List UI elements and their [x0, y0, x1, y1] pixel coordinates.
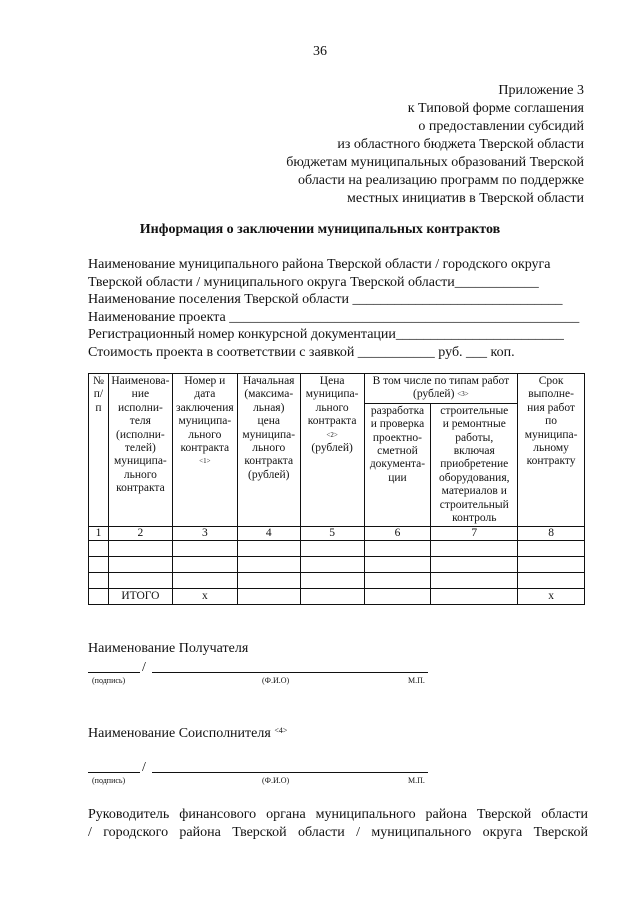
- table-row: [89, 557, 585, 573]
- coexecutor-label: Наименование Соисполнителя $^{<4>}$: [88, 726, 288, 741]
- table-total-row: [89, 589, 585, 605]
- appendix-line: местных инициатив в Тверской области: [347, 191, 584, 206]
- header-text-line: исполни-: [117, 401, 163, 414]
- appendix-line: Приложение 3: [498, 83, 584, 98]
- total-x: x: [518, 589, 585, 605]
- slash: /: [142, 760, 146, 775]
- header-design-docs: [364, 403, 431, 527]
- header-text-line: льного: [252, 442, 286, 455]
- footnote-4: <4>: [274, 726, 288, 735]
- header-text-line: контракта: [307, 415, 357, 428]
- header-text-line: дата: [194, 388, 216, 401]
- header-text-line: муниципа-: [524, 428, 578, 441]
- fio-caption: (Ф.И.О): [262, 776, 290, 785]
- appendix-line: бюджетам муниципальных образований Тверской: [286, 155, 584, 170]
- header-text-line: контракту: [526, 455, 576, 468]
- col-number: 2: [108, 527, 172, 541]
- col-number: 8: [518, 527, 585, 541]
- municipality-field: Наименование муниципального района Тверской области / городского округа: [88, 257, 551, 272]
- appendix-line: к Типовой форме соглашения: [407, 101, 584, 116]
- signature-caption: (подпись): [92, 776, 126, 785]
- footnote-3: <3>: [457, 390, 469, 399]
- header-deadline: [518, 374, 585, 527]
- table-header-row: [89, 374, 585, 404]
- header-text-line: материалов и: [441, 485, 507, 498]
- header-text-line: муниципа-: [114, 455, 167, 468]
- header-text-line: льного: [188, 428, 222, 441]
- head-of-finance-text: [88, 806, 588, 842]
- table-row: [89, 541, 585, 557]
- registration-number-field: Регистрационный номер конкурсной документации________________________: [88, 327, 564, 343]
- header-construction-works: [431, 403, 518, 527]
- header-text-line: контракта: [180, 442, 230, 455]
- header-text-line: цена: [257, 415, 281, 428]
- settlement-field: Наименование поселения Тверской области ______________________________: [88, 292, 563, 308]
- appendix-line: области на реализацию программ по поддержке: [298, 173, 584, 188]
- header-text-line: льного: [315, 401, 349, 414]
- project-name-field: Наименование проекта __________________________________________________: [88, 309, 580, 325]
- header-text-line: (рублей): [248, 468, 290, 481]
- header-text-line: ции: [388, 471, 407, 484]
- header-text-line: строительные: [440, 404, 509, 417]
- mp-caption: М.П.: [408, 776, 425, 785]
- header-text-line: Срок: [538, 375, 564, 387]
- col-number: 1: [89, 527, 109, 541]
- header-text-line: муниципа-: [242, 428, 296, 441]
- table-row: [89, 573, 585, 589]
- col-number: 3: [172, 527, 237, 541]
- header-text-line: ние: [131, 388, 150, 401]
- footnote-2: <2>: [326, 430, 338, 439]
- header-number: № п/п: [89, 374, 109, 527]
- signature-line: [88, 672, 140, 673]
- header-text-line: и проверка: [370, 418, 425, 431]
- col-number: 6: [364, 527, 431, 541]
- footnote-1: <1>: [199, 457, 211, 466]
- contracts-table: [88, 373, 585, 605]
- header-text-line: контракта: [244, 455, 294, 468]
- header-text-line: контроль: [452, 512, 497, 525]
- header-text-line: выполне-: [528, 388, 574, 401]
- col-number: 7: [431, 527, 518, 541]
- header-text-line: разработка: [370, 404, 425, 417]
- slash: /: [142, 660, 146, 675]
- header-initial-price: [237, 374, 300, 527]
- header-work-types: В том числе по типам работ (рублей) $^{<3>}$: [364, 374, 518, 404]
- col-number: 4: [237, 527, 300, 541]
- appendix-line: из областного бюджета Тверской области: [337, 137, 584, 152]
- header-contract-number-date: [172, 374, 237, 527]
- fio-caption: (Ф.И.О): [262, 676, 290, 685]
- header-text-line: муниципа-: [305, 388, 359, 401]
- header-text-line: документа-: [369, 458, 426, 471]
- header-text-line: льному: [533, 442, 569, 455]
- signature-caption: (подпись): [92, 676, 126, 685]
- header-text-line: (максима-: [244, 388, 294, 401]
- appendix-header: [286, 82, 584, 208]
- header-text-line: включая: [453, 445, 495, 458]
- header-text-line: льная): [253, 401, 285, 414]
- header-text-line: и ремонтные: [442, 418, 506, 431]
- signature-line: [88, 772, 140, 773]
- header-text-line: Цена: [319, 375, 345, 387]
- page-number: 36: [313, 44, 327, 59]
- header-text-line: ния работ: [527, 401, 575, 414]
- header-text-line: Начальная: [243, 375, 295, 387]
- header-text-line: работы,: [455, 431, 494, 444]
- document-title: Информация о заключении муниципальных контрактов: [139, 222, 501, 237]
- header-text-line: теля: [129, 415, 151, 428]
- text-line: Руководитель финансового органа муниципального района Тверской области: [88, 807, 588, 822]
- mp-caption: М.П.: [408, 676, 425, 685]
- fio-line: [152, 672, 428, 673]
- header-text-line: муниципа-: [178, 415, 232, 428]
- header-text-line: оборудования,: [439, 471, 510, 484]
- header-text-line: проектно-: [372, 431, 423, 444]
- header-text-line: по: [545, 415, 558, 428]
- info-fields: [88, 256, 579, 362]
- appendix-line: о предоставлении субсидий: [418, 119, 584, 134]
- fio-line: [152, 772, 428, 773]
- total-x: x: [172, 589, 237, 605]
- text-line: / городского района Тверской области / муниципального округа Тверской: [88, 825, 588, 840]
- header-text-line: телей): [124, 442, 156, 455]
- header-text-line: Номер и: [184, 375, 226, 387]
- header-text-line: льного: [123, 468, 157, 481]
- total-label: ИТОГО: [108, 589, 172, 605]
- header-text-line: контракта: [116, 482, 165, 495]
- project-cost-field: Стоимость проекта в соответствии с заявкой ___________ руб. ___ коп.: [88, 344, 515, 360]
- header-text-line: (исполни-: [116, 428, 165, 441]
- header-contract-price-unit: (рублей): [311, 442, 353, 455]
- header-text-line: сметной: [377, 445, 418, 458]
- header-text-line: приобретение: [440, 458, 509, 471]
- municipality-field-cont: Тверской области / муниципального округа Тверской области____________: [88, 274, 539, 290]
- col-number: 5: [300, 527, 364, 541]
- recipient-label: Наименование Получателя: [88, 641, 249, 656]
- header-text-line: Наименова-: [111, 375, 170, 387]
- header-executor: [108, 374, 172, 527]
- header-text-line: строительный: [439, 498, 509, 511]
- header-contract-price: [300, 374, 364, 527]
- table-number-row: [89, 527, 585, 541]
- header-text-line: заключения: [176, 401, 234, 414]
